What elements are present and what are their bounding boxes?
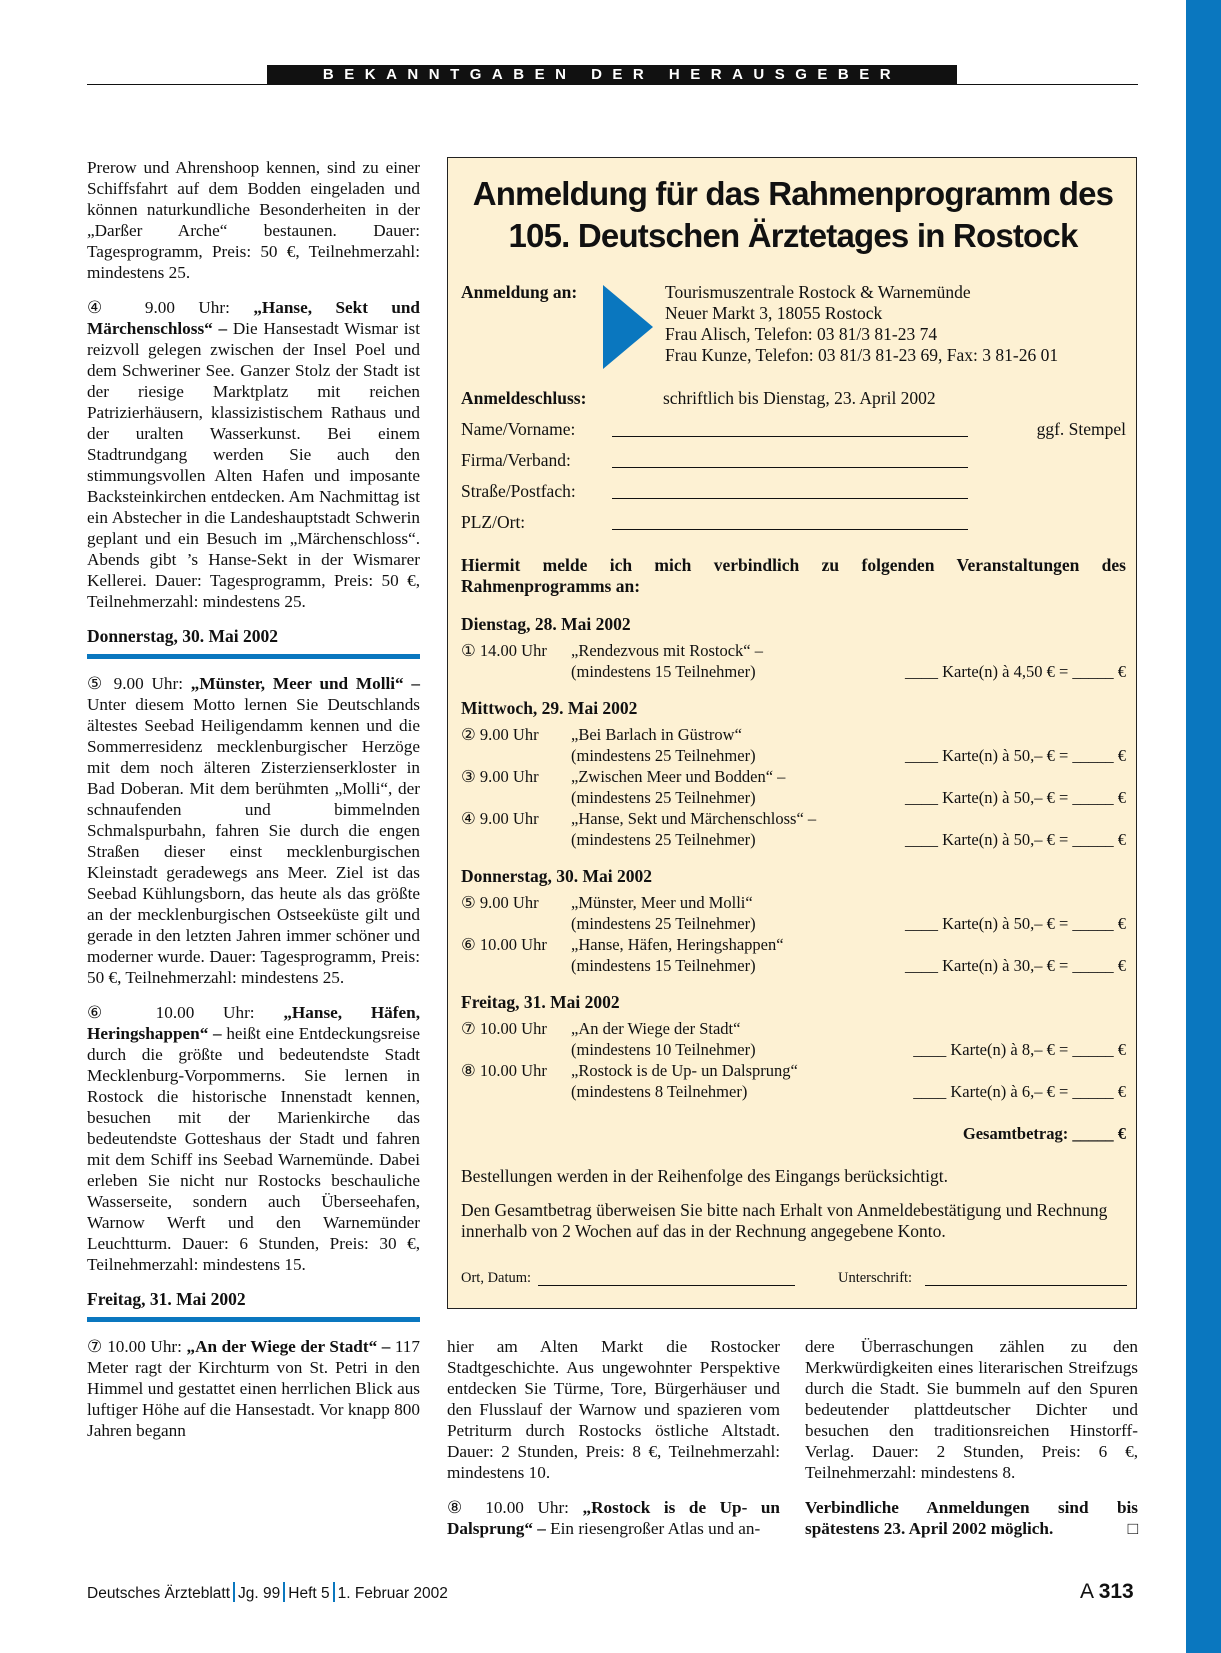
address-block: [665, 282, 1058, 366]
right-column: [805, 1336, 1138, 1553]
event-title: „Zwischen Meer und Bodden“ –: [571, 767, 786, 786]
signature-line[interactable]: [925, 1285, 1127, 1286]
day-heading: Donnerstag, 30. Mai 2002: [87, 626, 420, 659]
form-title: [448, 173, 1138, 257]
street-field-line[interactable]: [612, 498, 968, 499]
street-field-label: Straße/Postfach:: [461, 481, 576, 501]
city-field-line[interactable]: [612, 529, 968, 530]
place-date-line[interactable]: [538, 1285, 795, 1286]
ticket-cost-line[interactable]: ____ Karte(n) à 50,– € = _____ €: [904, 746, 1126, 765]
journal-issue: Heft 5: [288, 1585, 330, 1602]
address-line: Frau Alisch, Telefon: 03 81/3 81-23 74: [665, 324, 938, 344]
ticket-cost-line[interactable]: ____ Karte(n) à 50,– € = _____ €: [904, 914, 1126, 933]
deadline-value: schriftlich bis Dienstag, 23. April 2002: [663, 388, 936, 408]
page-footer: [87, 1582, 448, 1603]
arrow-icon: [603, 285, 653, 369]
paragraph: hier am Alten Markt die Rostocker Stadtgeschichte. Aus ungewohnter Perspektive entdecken Sie Türme, Tore, Bürgerhäuser und den Flusslauf der Warnow und spazieren vom Petriturm durch Rostocks östliche Altstadt. Dauer: 2 Stunden, Preis: 8 €, Teilnehmerzahl: mindestens 10.: [447, 1337, 780, 1482]
event-note: (mindestens 25 Teilnehmer): [571, 788, 756, 807]
place-date-label: Ort, Datum:: [461, 1270, 532, 1286]
event-note: (mindestens 25 Teilnehmer): [571, 746, 756, 765]
journal-date: 1. Februar 2002: [337, 1585, 448, 1602]
ticket-cost-line[interactable]: ____ Karte(n) à 30,– € = _____ €: [904, 956, 1126, 975]
event-paragraph: ⑤ 9.00 Uhr: „Münster, Meer und Molli“ – Unter diesem Motto lernen Sie Deutschlands ältestes Seebad Heiligendamm kennen und die Sommerresidenz mecklenburgischer Herzöge mit dem noch älteren Zisterzienserkloster in Bad Doberan. Mit dem berühmten „Molli“, der schnaufenden und bimmelnden Schmalspurbahn, fahren Sie durch die engen Straßen dieser einst mecklenburgischen Kleinstadt geradewegs ans Meer. Ziel ist das Seebad Kühlungsborn, das heute als das größte an der mecklenburgischen Ostseeküste gilt und gerade in den letzten Jahren immer schöner und moderner wurde. Dauer: Tagesprogramm, Preis: 50 €, Teilnehmerzahl: mindestens 25.: [87, 674, 420, 987]
deadline-label: Anmeldeschluss:: [461, 388, 587, 408]
page-number: [1080, 1580, 1134, 1604]
event-time: ④ 9.00 Uhr: [461, 809, 539, 828]
order-note: Bestellungen werden in der Reihenfolge des Eingangs berücksichtigt.: [461, 1166, 948, 1186]
footer-separator: [233, 1582, 235, 1602]
day-heading: Freitag, 31. Mai 2002: [87, 1289, 420, 1322]
form-intro: Hiermit melde ich mich verbindlich zu folgenden Veranstaltungen des Rahmenprogramms an:: [461, 555, 1126, 596]
form-day-heading: Donnerstag, 30. Mai 2002: [461, 866, 653, 886]
header-rule: [87, 84, 1138, 85]
event-title: „Münster, Meer und Molli“: [571, 893, 753, 912]
event-time: ⑥ 10.00 Uhr: [461, 935, 547, 954]
event-title: „An der Wiege der Stadt“: [571, 1019, 741, 1038]
closing-note: Verbindliche Anmeldungen sind bis spätestens 23. April 2002 möglich. □: [805, 1498, 1138, 1538]
journal-name: Deutsches Ärzteblatt: [87, 1585, 231, 1602]
address-line: Tourismuszentrale Rostock & Warnemünde: [665, 282, 971, 302]
event-note: (mindestens 15 Teilnehmer): [571, 662, 756, 681]
page-number-value: 313: [1098, 1580, 1134, 1603]
event-title: „Hanse, Häfen, Heringshappen“: [571, 935, 784, 954]
company-field-line[interactable]: [612, 467, 968, 468]
ticket-cost-line[interactable]: ____ Karte(n) à 50,– € = _____ €: [904, 830, 1126, 849]
form-day-heading: Mittwoch, 29. Mai 2002: [461, 698, 638, 718]
event-note: (mindestens 25 Teilnehmer): [571, 914, 756, 933]
journal-volume: Jg. 99: [238, 1585, 281, 1602]
payment-note: Den Gesamtbetrag überweisen Sie bitte nach Erhalt von Anmeldebestätigung und Rechnung innerhalb von 2 Wochen auf das in der Rechnung angegebene Konto.: [461, 1200, 1108, 1241]
stamp-label: ggf. Stempel: [1036, 419, 1126, 439]
event-time: ② 9.00 Uhr: [461, 725, 539, 744]
event-note: (mindestens 10 Teilnehmer): [571, 1040, 756, 1059]
event-time: ⑦ 10.00 Uhr: [461, 1019, 547, 1038]
signature-label: Unterschrift:: [838, 1270, 913, 1286]
middle-column: [447, 1336, 780, 1553]
event-paragraph: ⑥ 10.00 Uhr: „Hanse, Häfen, Heringshappen“ – heißt eine Entdeckungsreise durch die größte und bedeutendste Stadt Mecklenburg-Vorpommerns. Sie lernen in Rostock die historische Innenstadt kennen, besuchen mit der Marienkirche das bedeutendste Gotteshaus der Stadt und fahren mit dem Schiff ins Seebad Warnemünde. Dabei erleben Sie nicht nur Rostocks beschauliche Wasserseite, sondern auch Überseehafen, Warnow Werft und den Warnemünder Leuchtturm. Dauer: 6 Stunden, Preis: 30 €, Teilnehmerzahl: mindestens 15.: [87, 1003, 420, 1274]
footer-separator: [333, 1582, 335, 1602]
event-time: ⑤ 9.00 Uhr: [461, 893, 539, 912]
paragraph: Prerow und Ahrenshoop kennen, sind zu einer Schiffsfahrt auf dem Bodden eingeladen und können naturkundliche Besonderheiten in der „Darßer Arche“ bestaunen. Dauer: Tagesprogramm, Preis: 50 €, Teilnehmerzahl: mindestens 25.: [87, 158, 420, 282]
ticket-cost-line[interactable]: ____ Karte(n) à 4,50 € = _____ €: [904, 662, 1126, 681]
event-time: ③ 9.00 Uhr: [461, 767, 539, 786]
address-line: Neuer Markt 3, 18055 Rostock: [665, 303, 883, 323]
footer-separator: [283, 1582, 285, 1602]
total-amount[interactable]: Gesamtbetrag: _____ €: [962, 1124, 1126, 1143]
event-paragraph: ④ 9.00 Uhr: „Hanse, Sekt und Märchenschloss“ – Die Hansestadt Wismar ist reizvoll gelegen zwischen der Insel Poel und dem Schweriner See. Ganzer Stolz der Stadt ist der riesige Marktplatz mit reichen Patrizierhäusern, klassizistischem Rathaus und der uralten Wasserkunst. Bei einem Stadtrundgang werden Sie auch den stimmungsvollen Alten Hafen und imposante Backsteinkirchen entdecken. Am Nachmittag ist ein Abstecher in die Landeshauptstadt Schwerin geplant und ein Besuch im „Märchenschloss“. Abends gibt ’s Hanse-Sekt in der Wismarer Kellerei. Dauer: Tagesprogramm, Preis: 50 €, Teilnehmerzahl: mindestens 25.: [87, 298, 420, 611]
ticket-cost-line[interactable]: ____ Karte(n) à 50,– € = _____ €: [904, 788, 1126, 807]
event-note: (mindestens 25 Teilnehmer): [571, 830, 756, 849]
page-prefix: A: [1080, 1580, 1093, 1603]
end-mark: □: [1127, 1519, 1138, 1538]
form-title-line-2: 105. Deutschen Ärztetages in Rostock: [508, 217, 1078, 254]
page-edge-bar: [1186, 0, 1221, 1653]
company-field-label: Firma/Verband:: [461, 450, 571, 470]
anmeldung-label: Anmeldung an:: [461, 282, 578, 302]
ticket-cost-line[interactable]: ____ Karte(n) à 8,– € = _____ €: [913, 1040, 1126, 1059]
event-paragraph: ⑦ 10.00 Uhr: „An der Wiege der Stadt“ – 117 Meter ragt der Kirchturm von St. Petri in den Himmel und gestattet einen herrlichen Blick aus luftiger Höhe auf die Hansestadt. Vor knapp 800 Jahren begann: [87, 1337, 420, 1440]
form-day-heading: Freitag, 31. Mai 2002: [461, 992, 620, 1012]
event-time: ⑧ 10.00 Uhr: [461, 1061, 547, 1080]
event-note: (mindestens 8 Teilnehmer): [571, 1082, 748, 1101]
event-paragraph: ⑧ 10.00 Uhr: „Rostock is de Up- un Dalsprung“ – Ein riesengroßer Atlas und an-: [447, 1498, 780, 1538]
city-field-label: PLZ/Ort:: [461, 512, 526, 532]
name-field-line[interactable]: [612, 436, 968, 437]
event-title: „Hanse, Sekt und Märchenschloss“ –: [571, 809, 817, 828]
form-day-heading: Dienstag, 28. Mai 2002: [461, 614, 631, 634]
event-note: (mindestens 15 Teilnehmer): [571, 956, 756, 975]
event-title: „Rendezvous mit Rostock“ –: [571, 641, 764, 660]
registration-form: [447, 157, 1137, 1309]
paragraph: dere Überraschungen zählen zu den Merkwürdigkeiten eines literarischen Streifzugs durch die Stadt. Sie bummeln auf den Spuren bedeutender plattdeutscher Dichter und besuchen den traditionsreichen Hinstorff-Verlag. Dauer: 2 Stunden, Preis: 6 €, Teilnehmerzahl: mindestens 8.: [805, 1337, 1138, 1482]
ticket-cost-line[interactable]: ____ Karte(n) à 6,– € = _____ €: [913, 1082, 1126, 1101]
section-header: BEKANNTGABEN DER HERAUSGEBER: [267, 65, 957, 84]
form-title-line-1: Anmeldung für das Rahmenprogramm des: [472, 175, 1114, 212]
address-line: Frau Kunze, Telefon: 03 81/3 81-23 69, Fax: 3 81-26 01: [665, 345, 1059, 365]
name-field-label: Name/Vorname:: [461, 419, 576, 439]
event-time: ① 14.00 Uhr: [461, 641, 547, 660]
left-column: [87, 157, 420, 1455]
event-title: „Rostock is de Up- un Dalsprung“: [571, 1061, 798, 1080]
event-title: „Bei Barlach in Güstrow“: [571, 725, 742, 744]
